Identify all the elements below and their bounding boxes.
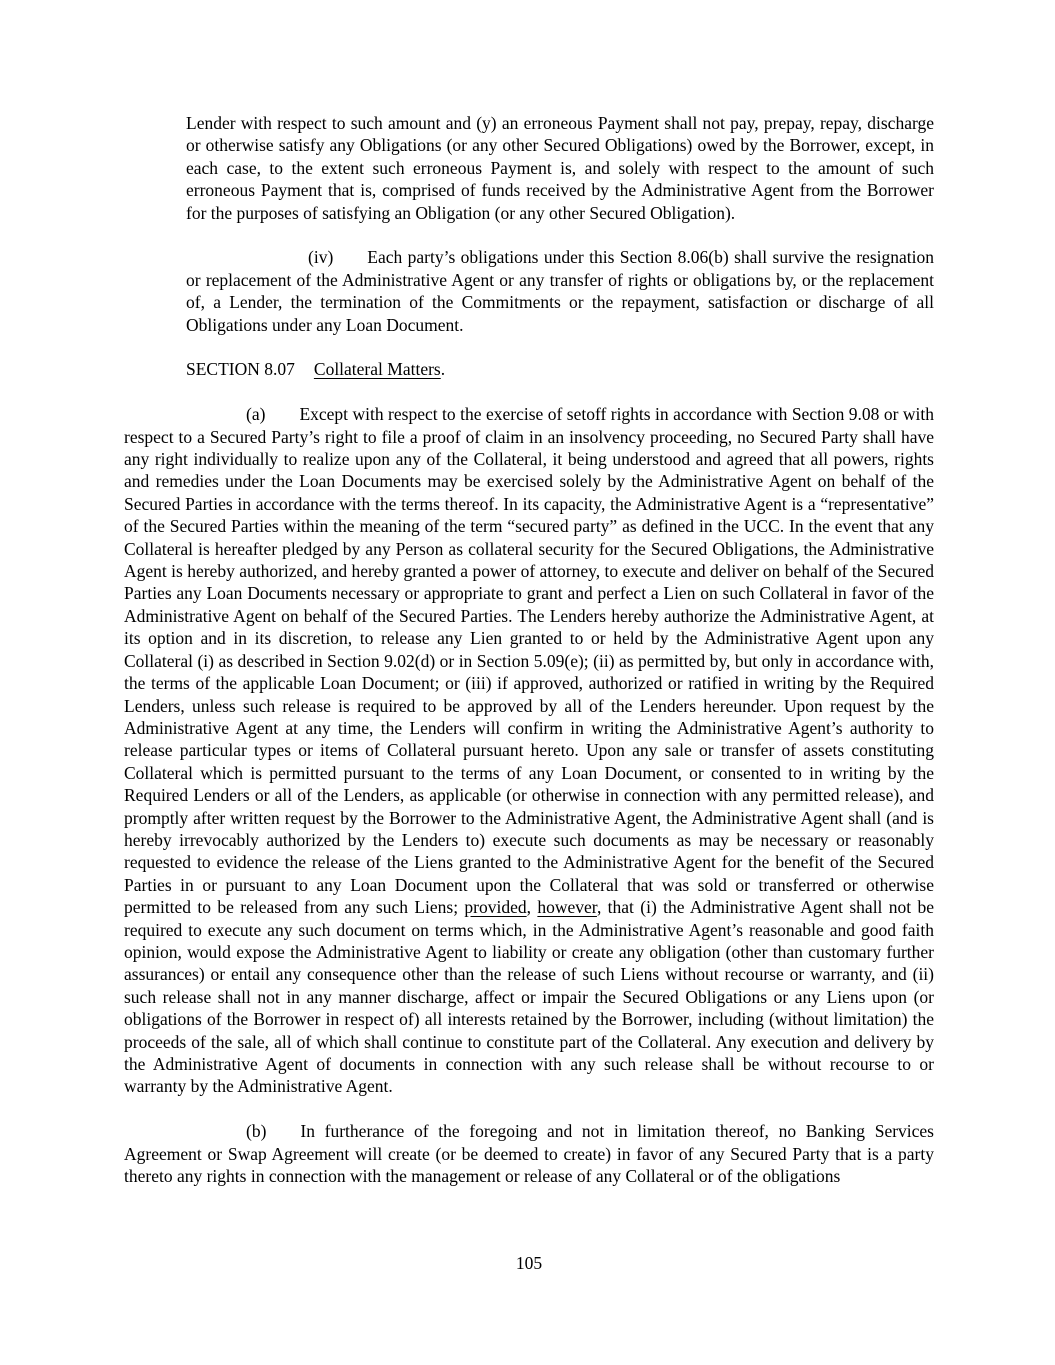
section-number: SECTION 8.07 [186, 359, 295, 380]
paragraph-text: In furtherance of the foregoing and not in limitation thereof, no Banking Services Agreement or Swap Agreement will create (or be deemed to create) in favor of any Secured Party that is a party thereto any rights in connection with the management or release of any Collateral or of the obligations [124, 1121, 934, 1187]
page-number: 105 [515, 1253, 543, 1273]
underlined-term-provided: provided [464, 897, 527, 918]
paragraph-continuation [186, 112, 934, 224]
section-heading [186, 358, 934, 380]
paragraph-label: (iv) [308, 247, 334, 268]
paragraph-text: , that (i) the Administrative Agent shall not be required to execute any such document on terms which, in the Administrative Agent’s reasonable and good faith opinion, would expose the Administrative Agent to liability or create any obligation (other than customary further assurances) or entail any consequence other than the release of such Liens without recourse or warranty, and (ii) such release shall not in any manner discharge, affect or impair the Secured Obligations or any Liens upon (or obligations of the Borrower in respect of) all interests retained by the Borrower, including (without limitation) the proceeds of the sale, all of which shall continue to constitute part of the Collateral. Any execution and delivery by the Administrative Agent of documents in connection with any such release shall be without recourse to or warranty by the Administrative Agent. [124, 897, 935, 1097]
paragraph-label: (b) [246, 1121, 267, 1142]
paragraph-a [124, 403, 934, 1098]
paragraph-text: , [526, 897, 538, 918]
paragraph-text: Lender with respect to such amount and (y) an erroneous Payment shall not pay, prepay, repay, discharge or otherwise satisfy any Obligations (or any other Secured Obligations) owed by the Borrower, except, in each case, to the extent such erroneous Payment is, and solely with respect to the amount of such erroneous Payment that is, comprised of funds received by the Administrative Agent from the Borrower for the purposes of satisfying an Obligation (or any other Secured Obligation). [186, 113, 934, 223]
document-content [124, 112, 934, 1210]
section-title: Collateral Matters [313, 359, 441, 380]
underlined-term-however: however [537, 897, 597, 918]
paragraph-label: (a) [246, 404, 266, 425]
paragraph-text: Except with respect to the exercise of setoff rights in accordance with Section 9.08 or with respect to a Secured Party’s right to file a proof of claim in an insolvency proceeding, no Secured Party shall have any right individually to realize upon any of the Collateral, it being understood and agreed that all powers, rights and remedies under the Loan Documents may be exercised solely by the Administrative Agent on behalf of the Secured Parties in accordance with the terms thereof. In its capacity, the Administrative Agent is a “representative” of the Secured Parties within the meaning of the term “secured party” as defined in the UCC. In the event that any Collateral is hereafter pledged by any Person as collateral security for the Secured Obligations, the Administrative Agent is hereby authorized, and hereby granted a power of attorney, to execute and deliver on behalf of the Secured Parties any Loan Documents necessary or appropriate to grant and perfect a Lien on such Collateral in favor of the Administrative Agent on behalf of the Secured Parties. The Lenders hereby authorize the Administrative Agent, at its option and in its discretion, to release any Lien granted to or held by the Administrative Agent upon any Collateral (i) as described in Section 9.02(d) or in Section 5.09(e); (ii) as permitted by, but only in accordance with, the terms of the applicable Loan Document; or (iii) if approved, authorized or ratified in writing by the Required Lenders, unless such release is required to be approved by all of the Lenders hereunder. Upon request by the Administrative Agent at any time, the Lenders will confirm in writing the Administrative Agent’s authority to release particular types or items of Collateral pursuant hereto. Upon any sale or transfer of assets constituting Collateral which is permitted pursuant to the terms of any Loan Document, or consented to in writing by the Required Lenders or all of the Lenders, as applicable (or otherwise in connection with any permitted release), and promptly after written request by the Borrower to the Administrative Agent, the Administrative Agent shall (and is hereby irrevocably authorized by the Lenders to) execute such documents as may be necessary or reasonably requested to evidence the release of the Liens granted to the Administrative Agent for the benefit of the Secured Parties in or pursuant to any Loan Document upon the Collateral that was sold or transferred or otherwise permitted to be released from any such Liens; [124, 404, 934, 918]
paragraph-text: Each party’s obligations under this Section 8.06(b) shall survive the resignation or replacement of the Administrative Agent or any transfer of rights or obligations by, or the replacement of, a Lender, the termination of the Commitments or the repayment, satisfaction or discharge of all Obligations under any Loan Document. [186, 247, 934, 335]
section-title-period: . [440, 359, 446, 380]
paragraph-b [124, 1120, 934, 1187]
paragraph-iv [186, 246, 934, 336]
